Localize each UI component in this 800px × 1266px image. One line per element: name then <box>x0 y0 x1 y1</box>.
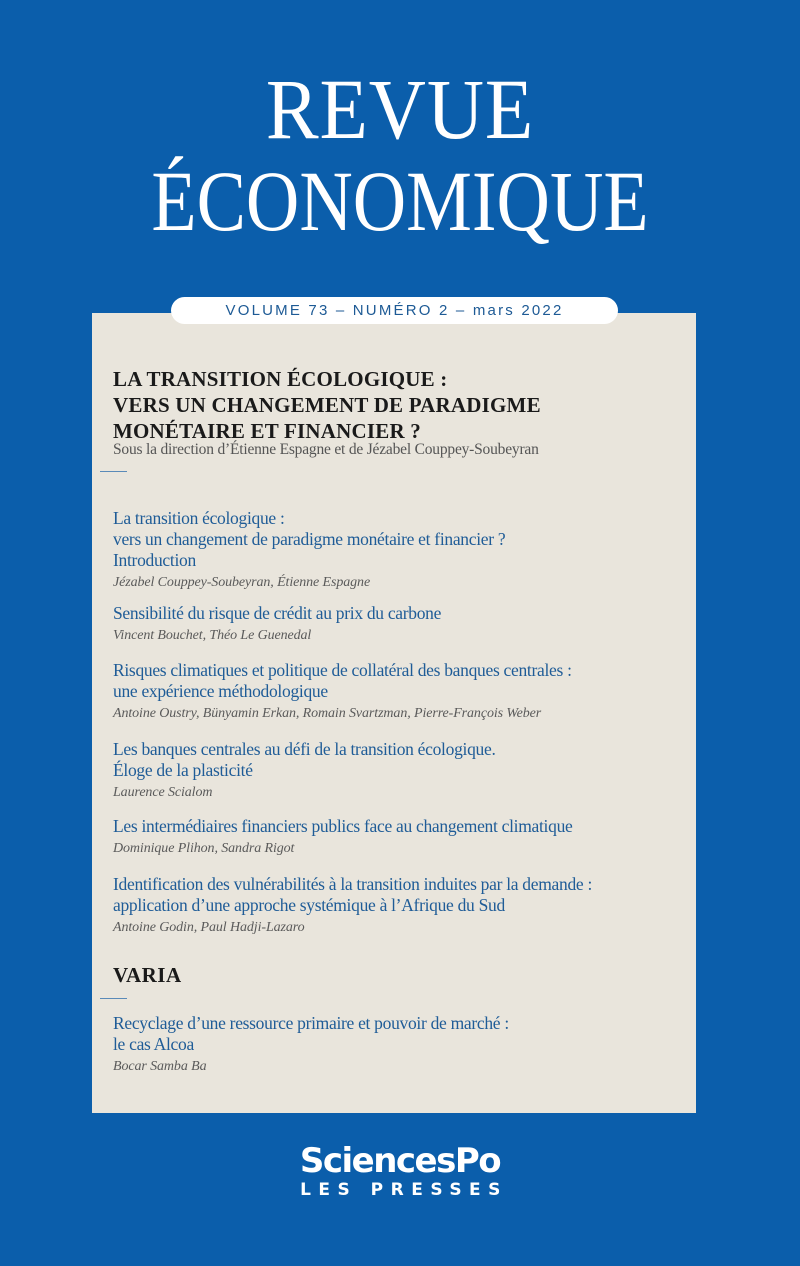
article-item[interactable] <box>113 816 688 858</box>
article-title-line: application d’une approche systémique à l’Afrique du Sud <box>113 895 505 915</box>
article-authors: Antoine Godin, Paul Hadji-Lazaro <box>113 920 305 935</box>
article-title-line: Risques climatiques et politique de collatéral des banques centrales : <box>113 660 572 680</box>
section-divider <box>100 998 127 999</box>
article-title <box>113 874 688 916</box>
article-title-line: Introduction <box>113 550 196 570</box>
publisher-name: SciencesPo <box>299 1141 501 1181</box>
article-authors: Bocar Samba Ba <box>113 1059 207 1074</box>
article-authors: Jézabel Couppey-Soubeyran, Étienne Espagne <box>113 575 371 590</box>
article-authors: Antoine Oustry, Bünyamin Erkan, Romain Svartzman, Pierre-François Weber <box>113 706 542 721</box>
article-item[interactable] <box>113 603 688 645</box>
journal-title-line1: REVUE <box>265 61 535 157</box>
publisher-logo <box>0 1142 800 1200</box>
article-title-line: Éloge de la plasticité <box>113 760 253 780</box>
article-item[interactable] <box>113 739 688 802</box>
issue-badge: VOLUME 73 – NUMÉRO 2 – mars 2022 <box>171 297 618 324</box>
journal-title-line2: ÉCONOMIQUE <box>151 153 649 249</box>
dossier-heading-line: LA TRANSITION ÉCOLOGIQUE : <box>113 367 448 391</box>
article-item[interactable] <box>113 508 688 592</box>
dossier-heading <box>113 366 683 444</box>
article-authors: Vincent Bouchet, Théo Le Guenedal <box>113 628 312 643</box>
publisher-subtitle: LES PRESSES <box>300 1180 508 1200</box>
varia-heading: VARIA <box>113 963 182 987</box>
article-title <box>113 508 688 571</box>
article-authors: Dominique Plihon, Sandra Rigot <box>113 841 295 856</box>
article-title-line: Identification des vulnérabilités à la transition induites par la demande : <box>113 874 593 894</box>
dossier-heading-line: MONÉTAIRE ET FINANCIER ? <box>113 419 421 443</box>
article-title-line: Les intermédiaires financiers publics face au changement climatique <box>113 816 573 836</box>
article-title-line: vers un changement de paradigme monétaire et financier ? <box>113 529 506 549</box>
article-title <box>113 1013 688 1055</box>
article-title-line: une expérience méthodologique <box>113 681 328 701</box>
article-title-line: Recyclage d’une ressource primaire et pouvoir de marché : <box>113 1013 509 1033</box>
article-title-line: Sensibilité du risque de crédit au prix du carbone <box>113 603 442 623</box>
dossier-header <box>113 366 683 459</box>
article-title <box>113 660 688 702</box>
article-title <box>113 816 688 837</box>
article-item[interactable] <box>113 660 688 723</box>
article-authors: Laurence Scialom <box>113 785 213 800</box>
dossier-editors: Sous la direction d’Étienne Espagne et de Jézabel Couppey-Soubeyran <box>113 441 539 458</box>
article-title-line: Les banques centrales au défi de la transition écologique. <box>113 739 496 759</box>
article-item[interactable] <box>113 874 688 937</box>
article-item[interactable] <box>113 1013 688 1076</box>
section-divider <box>100 471 127 472</box>
article-title <box>113 739 688 781</box>
dossier-heading-line: VERS UN CHANGEMENT DE PARADIGME <box>113 393 541 417</box>
article-title-line: La transition écologique : <box>113 508 285 528</box>
article-title <box>113 603 688 624</box>
article-title-line: le cas Alcoa <box>113 1034 194 1054</box>
